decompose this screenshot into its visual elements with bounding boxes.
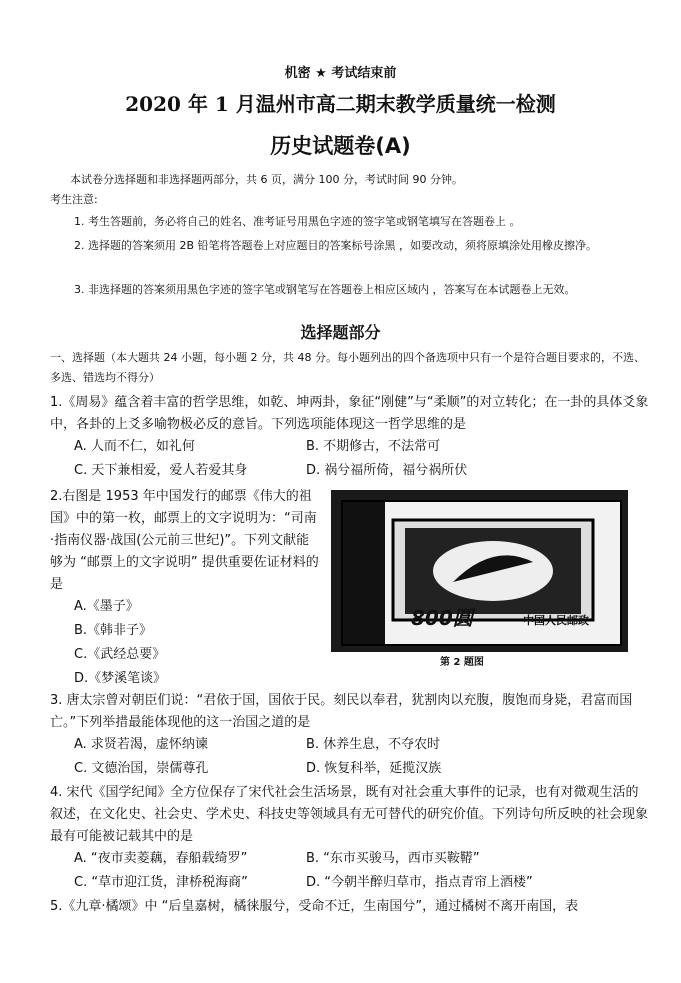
question-1-option-b: B. 不期修古，不法常可	[306, 439, 441, 454]
question-3-option-b: B. 休养生息，不夺农时	[306, 737, 441, 752]
question-3-option-d: D. 恢复科举，延揽汉族	[306, 761, 442, 776]
exam-intro: 本试卷分选择题和非选择题两部分，共 6 页，满分 100 分，考试时间 90 分钟。	[70, 173, 463, 186]
question-3-option-a: A. 求贤若渴，虚怀纳谏	[74, 737, 208, 752]
question-3-option-c: C. 文德治国，崇儒尊孔	[74, 761, 209, 776]
confidential-line: 机密 ★ 考试结束前	[284, 66, 397, 81]
question-4-option-c: C. “草市迎江货，津桥税海商”	[74, 875, 248, 890]
question-1-option-c: C. 天下兼相爱，爱人若爱其身	[74, 463, 248, 478]
subject-title: 历史试题卷(A)	[270, 134, 411, 158]
question-5-stem: 5.《九章·橘颂》中 “后皇嘉树，橘徕服兮，受命不迁，生南国兮”，通过橘树不离开南国，表	[50, 899, 579, 914]
stamp-image	[331, 490, 628, 652]
stamp-issuer: 中国人民邮政	[523, 614, 589, 627]
stamp-value: 800圓	[411, 606, 473, 630]
stamp-face	[341, 500, 622, 646]
question-1-option-d: D. 祸兮福所倚，福兮祸所伏	[306, 463, 468, 478]
question-2-stem: 2.右图是 1953 年中国发行的邮票《伟大的祖国》中的第一枚，邮票上的文字说明为：“司南·指南仪器·战国(公元前三世纪)”。下列文献能够为 “邮票上的文字说明” 提供重要佐证材料的是	[50, 489, 319, 592]
question-4-stem: 4. 宋代《国学纪闻》全方位保存了宋代社会生活场景，既有对社会重大事件的记录，也有对微观生活的叙述，在文化史、社会史、学术史、科技史等领域具有无可替代的研究价值。下列诗句所反映的社会现象最有可能被记载其中的是	[50, 785, 649, 844]
section-title: 选择题部分	[300, 323, 381, 342]
question-2-option-b: B.《韩非子》	[74, 623, 153, 638]
question-4-option-d: D. “今朝半醉归草市，指点青帘上酒楼”	[306, 875, 533, 890]
question-2-option-c: C.《武经总要》	[74, 647, 166, 662]
exam-title: 2020 年 1 月温州市高二期末教学质量统一检测	[125, 92, 556, 116]
notice-title: 考生注意:	[50, 193, 98, 206]
question-3-stem: 3. 唐太宗曾对朝臣们说：“君依于国，国依于民。刻民以奉君，犹割肉以充腹，腹饱而身毙，君富而国亡。”下列举措最能体现他的这一治国之道的是	[50, 693, 633, 730]
question-1-option-a: A. 人而不仁，如礼何	[74, 439, 195, 454]
question-4-option-a: A. “夜市卖菱藕，春船载绮罗”	[74, 851, 248, 866]
question-2-option-d: D.《梦溪笔谈》	[74, 671, 167, 686]
figure-caption: 第 2 题图	[440, 657, 484, 668]
notice-item-1: 1. 考生答题前，务必将自己的姓名、准考证号用黑色字迹的签字笔或钢笔填写在答题卷上 。	[74, 215, 521, 228]
notice-item-2: 2. 选择题的答案须用 2B 铅笔将答题卷上对应题目的答案标号涂黑 ，如要改动，须将原填涂处用橡皮擦净。	[74, 239, 598, 252]
question-4-option-b: B. “东市买骏马，西市买鞍鞯”	[306, 851, 480, 866]
section-instruction: 一、选择题（本大题共 24 小题，每小题 2 分，共 48 分。每小题列出的四个备选项中只有一个是符合题目要求的，不选、多选、错选均不得分）	[50, 351, 645, 384]
question-2-option-a: A.《墨子》	[74, 599, 139, 614]
question-1-stem: 1.《周易》蕴含着丰富的哲学思维，如乾、坤两卦，象征“刚健”与“柔顺”的对立转化；在一卦的具体爻象中，各卦的上爻多喻物极必反的意旨。下列选项能体现这一哲学思维的是	[50, 395, 649, 432]
notice-item-3: 3. 非选择题的答案须用黑色字迹的签字笔或钢笔写在答题卷上相应区域内 ，答案写在本试题卷上无效。	[74, 283, 576, 296]
